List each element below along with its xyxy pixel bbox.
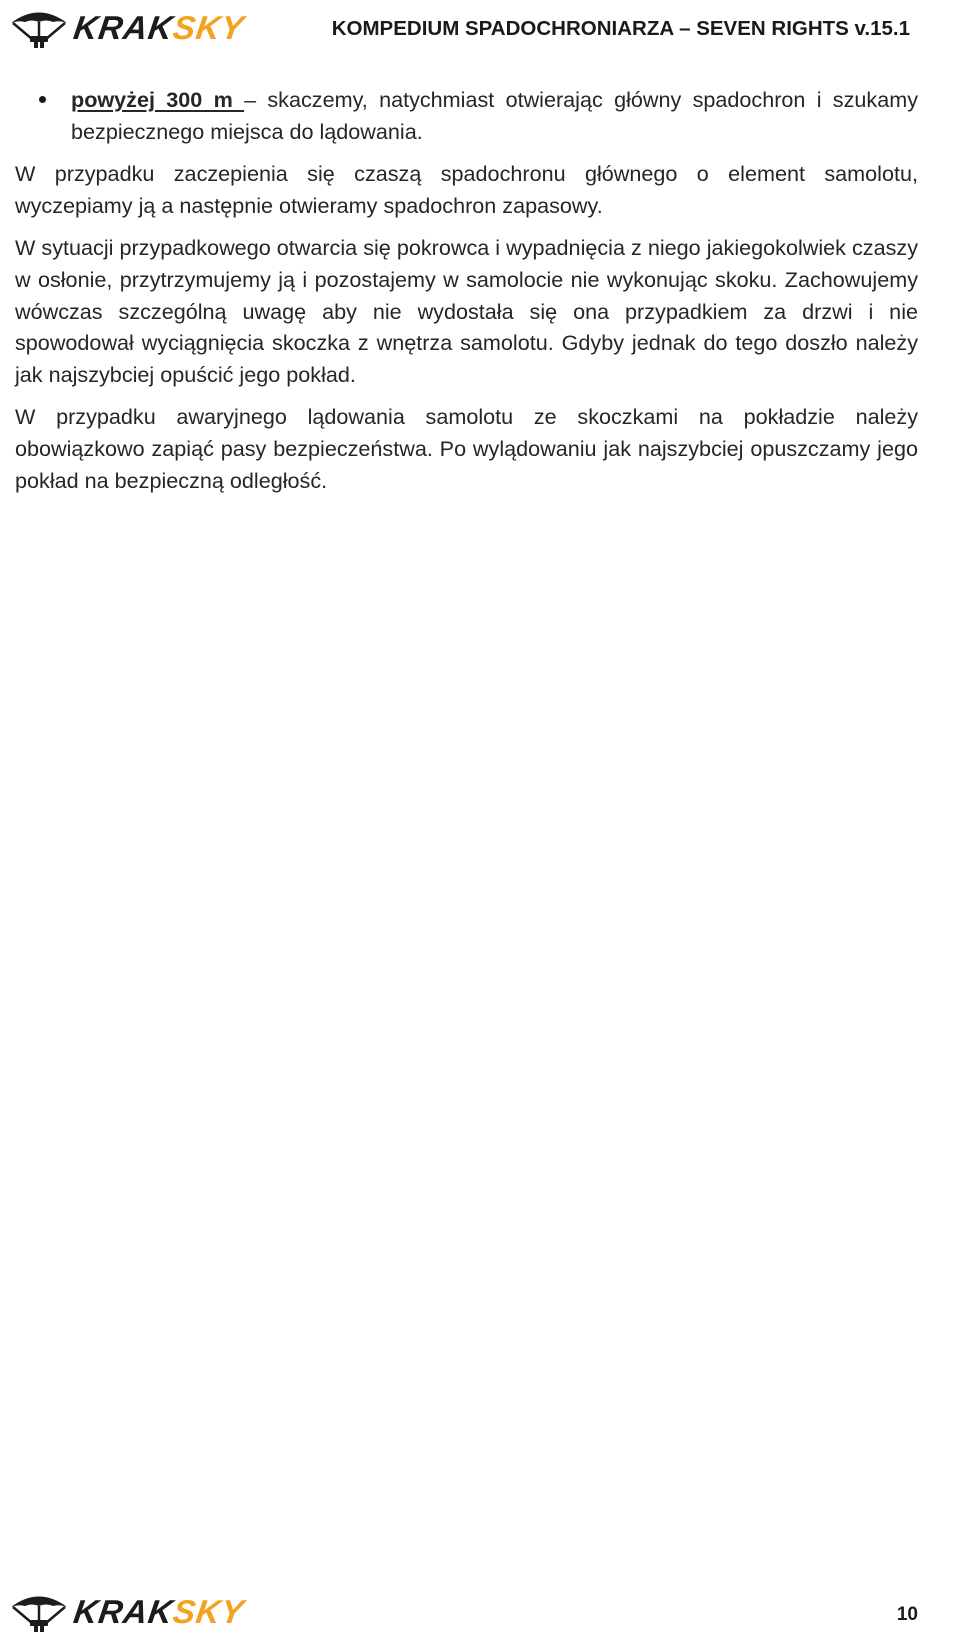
page-header xyxy=(0,0,960,58)
logo-wordmark-krak: KRAK xyxy=(71,1592,176,1630)
logo-wordmark-sky: SKY xyxy=(170,8,247,46)
krakosky-logo xyxy=(8,6,247,48)
page-number: 10 xyxy=(896,1604,918,1625)
bullet-marker xyxy=(15,84,71,116)
document-title: KOMPEDIUM SPADOCHRONIARZA – SEVEN RIGHTS v.15.1 xyxy=(331,17,910,40)
paragraph: W przypadku awaryjnego lądowania samolotu ze skoczkami na pokładzie należy obowiązkowo zapiąć pasy bezpieczeństwa. Po wylądowaniu jak najszybciej opuszczamy jego pokład na bezpieczną odległość. xyxy=(15,404,918,493)
logo-wordmark-sky: SKY xyxy=(170,1592,247,1630)
parachute-icon xyxy=(8,6,70,48)
bullet-emphasis: powyżej 300 m xyxy=(71,87,245,112)
page-content xyxy=(15,84,918,496)
bullet-item xyxy=(15,84,918,147)
footer-logo xyxy=(8,1590,247,1632)
parachute-icon xyxy=(8,1590,70,1632)
logo-wordmark xyxy=(71,8,247,46)
bullet-text xyxy=(71,84,918,147)
paragraph: W sytuacji przypadkowego otwarcia się pokrowca i wypadnięcia z niego jakiegokolwiek czaszy w osłonie, przytrzymujemy ją i pozostajemy w samolocie nie wykonując skoku. Zachowujemy wówczas szczególną uwagę aby nie wydostała się ona przypadkiem za drzwi i nie spowodował wyciągnięcia skoczka z wnętrza samolotu. Gdyby jednak do tego doszło należy jak najszybciej opuścić jego pokład. xyxy=(15,235,918,387)
paragraph: W przypadku zaczepienia się czaszą spadochronu głównego o element samolotu, wyczepiamy ją a następnie otwieramy spadochron zapasowy. xyxy=(15,161,918,218)
logo-wordmark xyxy=(71,1592,247,1630)
bullet-body: – skaczemy, natychmiast otwierając główny spadochron i szukamy bezpiecznego miejsca do lądowania. xyxy=(71,87,918,144)
logo-wordmark-krak: KRAK xyxy=(71,8,176,46)
